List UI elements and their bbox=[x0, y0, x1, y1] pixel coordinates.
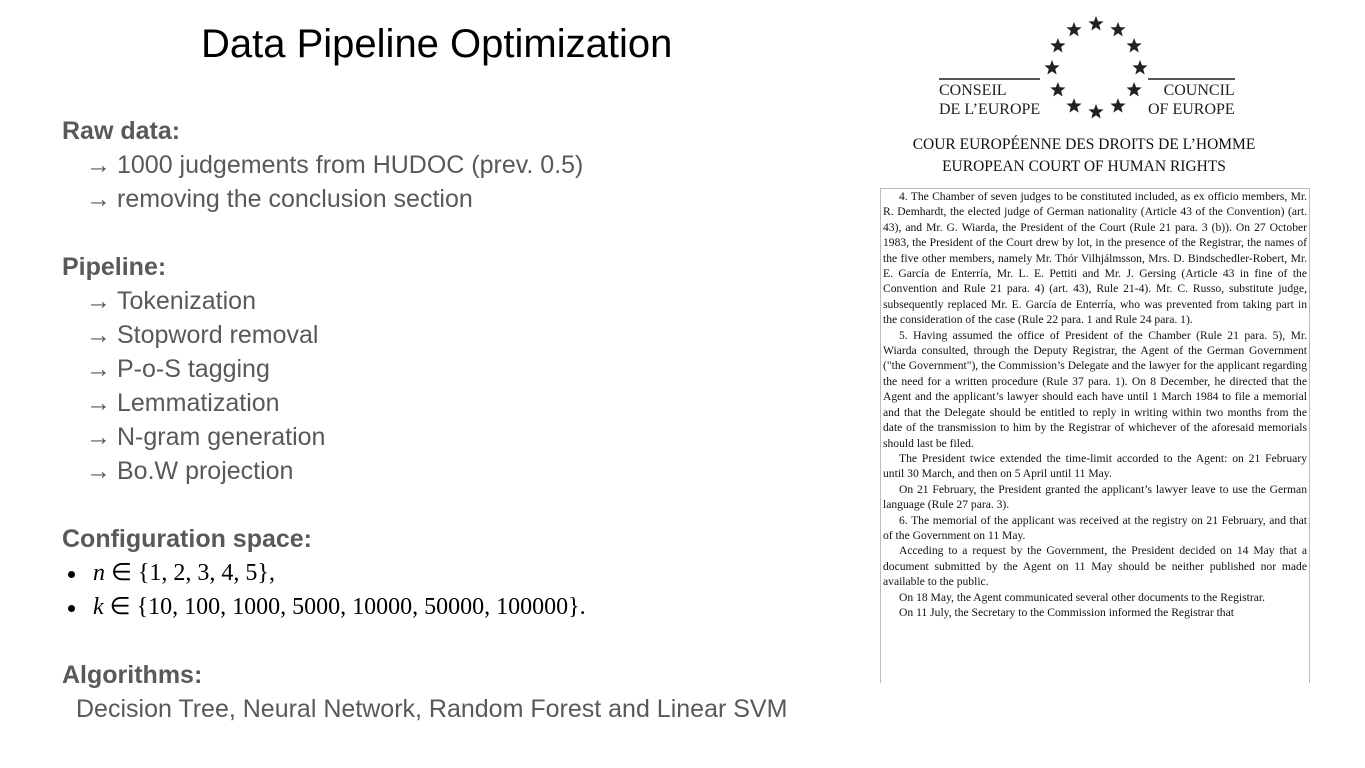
star-icon bbox=[1132, 60, 1147, 74]
arrow-icon: → bbox=[86, 389, 111, 417]
arrow-icon: → bbox=[86, 423, 111, 451]
star-icon bbox=[1088, 104, 1103, 118]
judgement-paragraph: On 21 February, the President granted the applicant’s lawyer leave to use the German language (Rule 27 para. 3). bbox=[883, 482, 1307, 512]
council-of-europe-logo bbox=[868, 14, 1308, 124]
judgement-paragraph: Acceding to a request by the Government, the President decided on 14 May that a document submitted by the Agent on 11 May should be neither published nor made available to the public. bbox=[883, 544, 1307, 589]
council-name-en: COUNCIL OF EUROPE bbox=[1148, 78, 1235, 119]
pipeline-item: → Tokenization bbox=[86, 287, 256, 315]
slide-content bbox=[62, 114, 872, 726]
judgement-excerpt bbox=[880, 188, 1310, 683]
star-icon bbox=[1088, 16, 1103, 30]
judgement-paragraph: On 11 July, the Secretary to the Commission informed the Registrar that bbox=[899, 605, 1234, 619]
pipeline-heading: Pipeline: bbox=[62, 253, 167, 281]
eu-stars-icon bbox=[868, 14, 1308, 124]
court-document-image bbox=[868, 14, 1308, 619]
arrow-icon: → bbox=[86, 287, 111, 315]
judgement-paragraph: 6. The memorial of the applicant was received at the registry on 21 February, and that of the Government on 11 May. bbox=[883, 513, 1307, 542]
pipeline-item: → Bo.W projection bbox=[86, 457, 294, 485]
arrow-icon: → bbox=[86, 185, 111, 213]
arrow-icon: → bbox=[86, 355, 111, 383]
star-icon bbox=[1110, 98, 1125, 112]
star-icon bbox=[1110, 22, 1125, 36]
raw-data-item: → 1000 judgements from HUDOC (prev. 0.5) bbox=[86, 151, 584, 179]
star-icon bbox=[1066, 98, 1081, 112]
star-icon bbox=[1127, 38, 1142, 52]
pipeline-item: → Lemmatization bbox=[86, 389, 280, 417]
arrow-icon: → bbox=[86, 321, 111, 349]
star-icon bbox=[1050, 82, 1065, 96]
council-name-fr: CONSEIL DE L’EUROPE bbox=[939, 78, 1040, 119]
slide-title: Data Pipeline Optimization bbox=[201, 22, 673, 66]
arrow-icon: → bbox=[86, 457, 111, 485]
raw-data-heading: Raw data: bbox=[62, 117, 181, 145]
config-k-formula: k ∈ {10, 100, 1000, 5000, 10000, 50000, 100000}. bbox=[62, 590, 872, 624]
pipeline-item: → N-gram generation bbox=[86, 423, 326, 451]
star-icon bbox=[1044, 60, 1059, 74]
bullet-icon bbox=[68, 605, 75, 612]
config-heading: Configuration space: bbox=[62, 525, 313, 553]
judgement-paragraph: On 18 May, the Agent communicated several other documents to the Registrar. bbox=[899, 590, 1265, 604]
star-icon bbox=[1050, 38, 1065, 52]
arrow-icon: → bbox=[86, 151, 111, 179]
pipeline-item: → P-o-S tagging bbox=[86, 355, 270, 383]
algorithms-heading: Algorithms: bbox=[62, 661, 203, 689]
judgement-paragraph: 5. Having assumed the office of President of the Chamber (Rule 21 para. 5), Mr. Wiarda consulted, through the Deputy Registrar, the Agent of the German Government ("the Government"), the Commission’s Delegate and the lawyer for the applicant regarding the need for a written procedure (Rule 37 para. 1). On 8 December, he directed that the Agent and the applicant’s lawyer should each have until 1 March 1984 to file a memorial and that the Delegate should be entitled to reply in writing within two months from the date of the transmission to him by the Registrar of whichever of the aforesaid memorials should last be filed. bbox=[883, 328, 1307, 450]
bullet-icon bbox=[68, 571, 75, 578]
pipeline-item: → Stopword removal bbox=[86, 321, 319, 349]
court-name-en: EUROPEAN COURT OF HUMAN RIGHTS bbox=[942, 158, 1226, 175]
config-n-formula: n ∈ {1, 2, 3, 4, 5}, bbox=[62, 556, 872, 590]
judgement-paragraph: 4. The Chamber of seven judges to be constituted included, as ex officio members, Mr. R. Demhardt, the elected judge of German nationality (Article 43 of the Convention) (art. 43), and Mr. G. Wiarda, the President of the Court (Rule 21 para. 3 (b)). On 27 October 1983, the President of the Court drew by lot, in the presence of the Registrar, the names of the five other members, namely Mr. Thór Vilhjálmsson, Mrs. D. Bindschedler-Robert, Mr. E. García de Enterría, Mr. L. E. Pettiti and Mr. J. Gersing (Article 43 in fine of the Convention and Rule 21 para. 4) (art. 43), Rule 21-4). Mr. C. Russo, substitute judge, subsequently replaced Mr. E. García de Enterría, who was prevented from taking part in the consideration of the case (Rule 22 para. 1 and Rule 24 para. 1). bbox=[883, 190, 1307, 327]
court-heading bbox=[868, 134, 1300, 178]
star-icon bbox=[1066, 22, 1081, 36]
raw-data-item: → removing the conclusion section bbox=[86, 185, 473, 213]
judgement-paragraph: The President twice extended the time-limit accorded to the Agent: on 21 February until 30 March, and then on 5 April until 11 May. bbox=[883, 451, 1307, 481]
star-icon bbox=[1127, 82, 1142, 96]
court-name-fr: COUR EUROPÉENNE DES DROITS DE L’HOMME bbox=[912, 136, 1256, 153]
algorithms-list: Decision Tree, Neural Network, Random Forest and Linear SVM bbox=[76, 695, 788, 723]
